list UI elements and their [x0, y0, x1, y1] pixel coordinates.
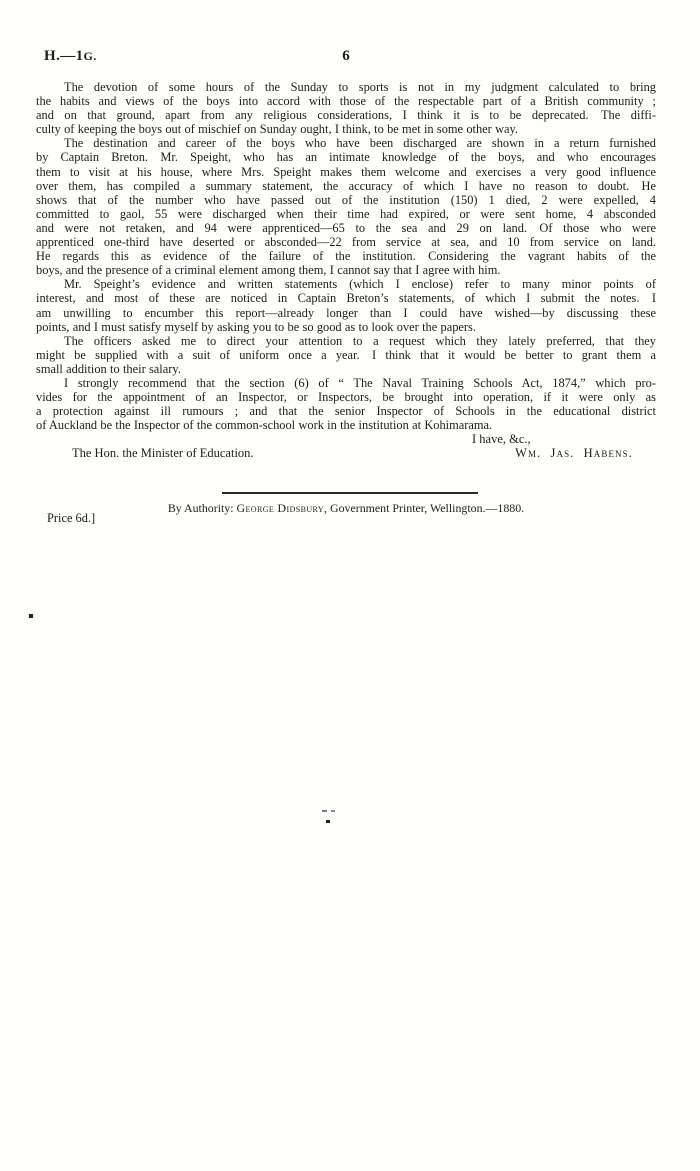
closing-row [36, 446, 656, 460]
text-line: and on that ground, apart from any religious considerations, I think it is to be deprecated. The diffi- [36, 108, 656, 123]
text-line: committed to gaol, 55 were discharged when their time had expired, or were sent home, 4 absconded [36, 206, 656, 221]
page-content [36, 48, 656, 461]
text-line: a protection against ill rumours ; and that the senior Inspector of Schools in the educational district [36, 404, 656, 419]
ink-speck [322, 810, 327, 812]
page-number: 6 [342, 48, 350, 64]
text-line: points, and I must satisfy myself by asking you to be so good as to look over the papers. [36, 319, 476, 334]
text-line: I strongly recommend that the section (6) of “ The Naval Training Schools Act, 1874,” which pro- [64, 375, 656, 390]
page-header [36, 48, 656, 64]
text-line: vides for the appointment of an Inspector, or Inspectors, be brought into operation, if it were only as [36, 390, 656, 405]
price-note: Price 6d.] [47, 511, 96, 525]
text-line: The officers asked me to direct your attention to a request which they lately preferred, that they [64, 333, 656, 348]
ink-speck [331, 810, 335, 812]
text-line: them to visit at his house, where Mrs. Speight makes them welcome and exercises a very good influence [36, 164, 656, 179]
signature: Wm. Jas. Habens. [515, 446, 633, 461]
paragraph [36, 277, 656, 333]
text-line: boys, and the presence of a criminal element among them, I cannot say that I agree with him. [36, 263, 501, 278]
imprint-suffix: , Government Printer, Wellington.—1880. [324, 501, 525, 515]
text-line: shows that of the number who have passed out of the institution (150) 1 died, 2 were expelled, 4 [36, 192, 656, 207]
text-line: interest, and most of these are noticed in Captain Breton’s statements, of which I submit the notes. I [36, 291, 656, 306]
text-line: and were not retaken, and 94 were apprenticed—65 to the sea and 29 on land. Of those who were [36, 220, 656, 235]
printer-name: George Didsbury [236, 501, 325, 515]
text-line: over them, has compiled a summary statement, the accuracy of which I have no reason to doubt. He [36, 178, 656, 193]
paragraph [36, 80, 656, 136]
text-line: by Captain Breton. Mr. Speight, who has an intimate knowledge of the boys, and who encourages [36, 150, 656, 165]
document-reference-smallcap: G. [83, 49, 97, 63]
imprint-prefix: By Authority: [167, 501, 237, 515]
text-line: culty of keeping the boys out of mischief on Sunday ought, I think, to be met in some other way. [36, 122, 519, 137]
addressee: The Hon. the Minister of Education. [72, 446, 254, 461]
imprint-rule [222, 492, 478, 494]
paragraph [36, 136, 656, 277]
paragraph [36, 334, 656, 376]
text-line: He regards this as evidence of the failure of the institution. Considering the vagrant habits of the [36, 249, 656, 264]
ink-speck [326, 820, 330, 823]
ink-speck [29, 614, 33, 618]
text-line: am unwilling to encumber this report—already longer than I could have wished—by discussing these [36, 305, 656, 320]
letter-body [36, 80, 656, 461]
document-reference-main: H.—1 [44, 48, 84, 64]
text-line: The destination and career of the boys who have been discharged are shown in a return furnished [64, 136, 656, 151]
text-line: of Auckland be the Inspector of the common-school work in the institution at Kohimarama. [36, 418, 493, 433]
imprint-line [36, 501, 656, 515]
text-line: Mr. Speight’s evidence and written statements (which I enclose) refer to many minor points of [64, 277, 656, 292]
text-line: the habits and views of the boys into accord with those of the respectable part of a British community ; [36, 94, 656, 109]
paragraph [36, 376, 656, 432]
text-line: apprenticed one-third have deserted or absconded—22 from service at sea, and 10 from service on land. [36, 235, 656, 250]
text-line: small addition to their salary. [36, 361, 181, 376]
valediction: I have, &c., [472, 432, 531, 447]
text-line: The devotion of some hours of the Sunday to sports is not in my judgment calculated to bring [64, 80, 656, 94]
text-line: might be supplied with a suit of uniform once a year. I think that it would be better to grant them a [36, 347, 656, 362]
